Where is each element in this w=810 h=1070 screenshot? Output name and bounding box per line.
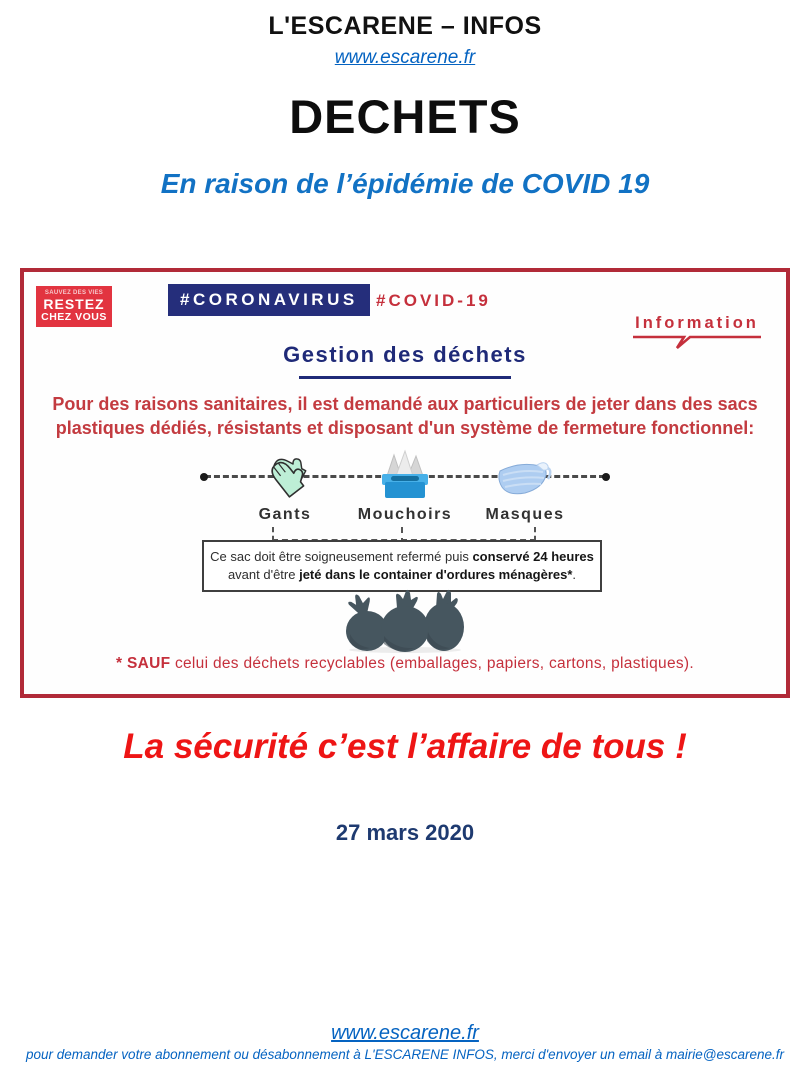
label-masques: Masques xyxy=(485,506,565,523)
footnote xyxy=(24,655,786,673)
item-gloves xyxy=(235,445,335,524)
restez-chez-vous-badge xyxy=(36,286,112,327)
footer-note: pour demander votre abonnement ou désabonnement à L'ESCARENE INFOS, merci d'envoyer un email à mairie@escarene.fr xyxy=(26,1047,784,1062)
badge-line2: CHEZ VOUS xyxy=(41,311,107,323)
footnote-rest: celui des déchets recyclables (emballages, papiers, cartons, plastiques). xyxy=(170,655,694,672)
item-tissues xyxy=(355,445,455,524)
intro-line-2: plastiques dédiés, résistants et disposant d'un système de fermeture fonctionnel: xyxy=(55,418,755,438)
covid-waste-poster xyxy=(20,268,790,698)
gloves-icon xyxy=(235,445,335,501)
badge-tagline: SAUVEZ DES VIES xyxy=(44,290,104,296)
hashtag-covid: #COVID-19 xyxy=(376,291,491,310)
mask-icon xyxy=(475,445,575,501)
instruction-line-1: Ce sac doit être soigneusement refermé puis conservé 24 heures xyxy=(210,549,594,564)
org-title: L'ESCARENE – INFOS xyxy=(268,12,542,40)
date: 27 mars 2020 xyxy=(335,820,475,845)
label-gants: Gants xyxy=(258,506,312,523)
badge-line1: RESTEZ xyxy=(43,296,105,312)
site-link-bottom[interactable]: www.escarene.fr xyxy=(331,1022,479,1044)
label-mouchoirs: Mouchoirs xyxy=(357,506,453,523)
intro-text xyxy=(24,392,786,440)
footnote-sauf: * SAUF xyxy=(116,655,171,672)
trash-bags-illustration xyxy=(340,586,470,654)
doc-title: DECHETS xyxy=(289,90,521,143)
site-link-top[interactable]: www.escarene.fr xyxy=(334,47,476,68)
instruction-box xyxy=(202,540,602,592)
section-title: Gestion des déchets xyxy=(283,342,527,367)
item-mask xyxy=(475,445,575,524)
information-text: Information xyxy=(635,314,759,332)
footer xyxy=(0,1022,810,1062)
tissue-box-icon xyxy=(355,445,455,501)
hashtag-coronavirus: #CORONAVIRUS xyxy=(168,284,370,316)
doc-subtitle: En raison de l’épidémie de COVID 19 xyxy=(160,168,650,199)
intro-line-1: Pour des raisons sanitaires, il est demandé aux particuliers de jeter dans des sacs xyxy=(52,394,758,414)
section-title-underline xyxy=(299,376,511,379)
closing-slogan: La sécurité c’est l’affaire de tous ! xyxy=(123,727,687,766)
instruction-line-2: avant d'être jeté dans le container d'ordures ménagères*. xyxy=(227,567,577,582)
header xyxy=(0,12,810,200)
dashed-bracket xyxy=(272,527,536,541)
